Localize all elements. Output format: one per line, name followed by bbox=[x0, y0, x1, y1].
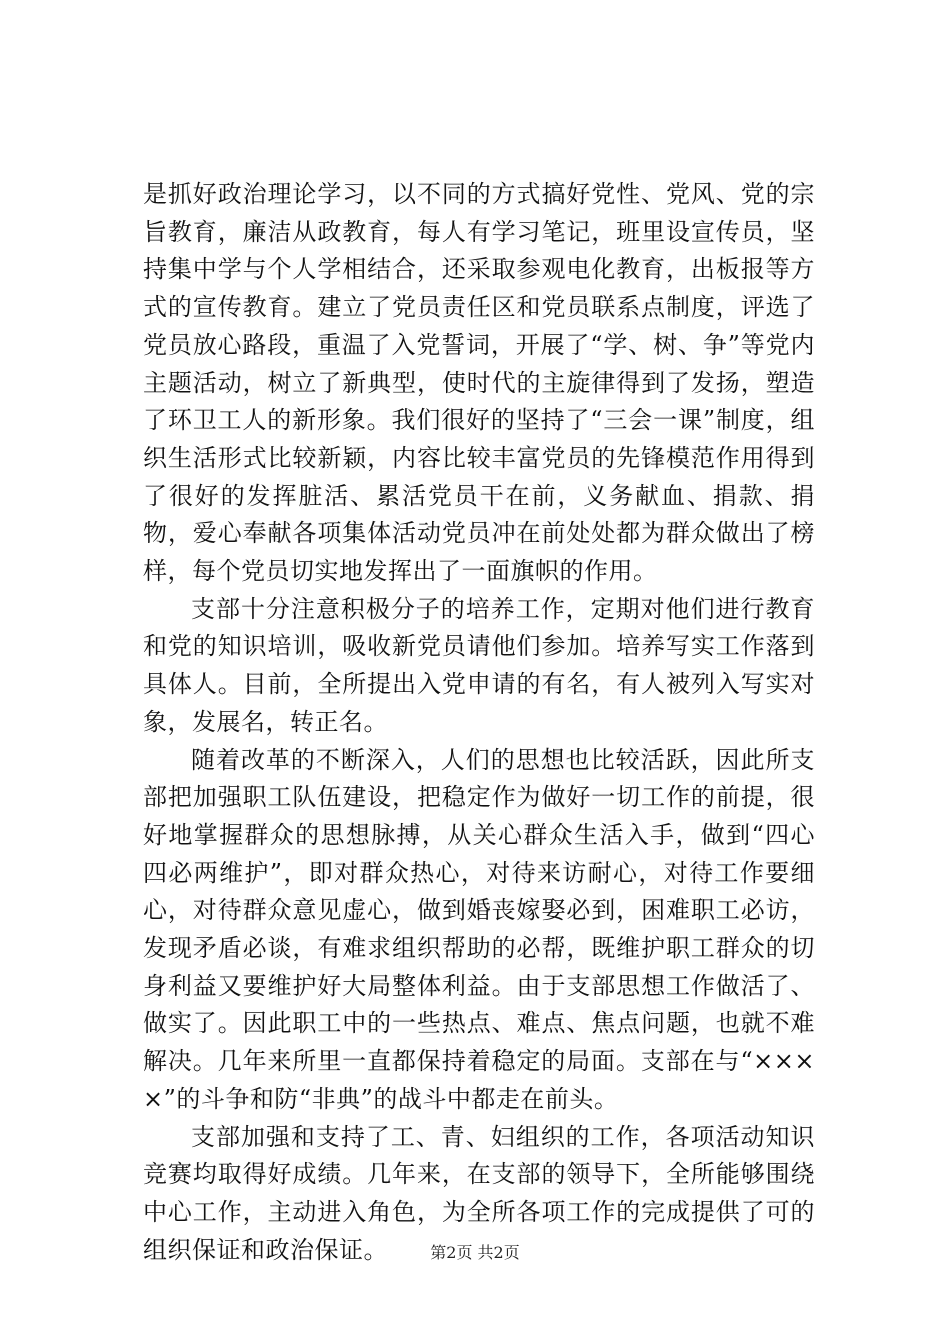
paragraph-3: 随着改革的不断深入，人们的思想也比较活跃，因此所支部把加强职工队伍建设，把稳定作为做好一切工作的前提，很好地掌握群众的思想脉搏，从关心群众生活入手，做到“四心四必两维护”，即对群众热心，对待来访耐心，对待工作要细心，对待群众意见虚心，做到婚丧嫁娶必到，困难职工必访，发现矛盾必谈，有难求组织帮助的必帮，既维护职工群众的切身利益又要维护好大局整体利益。由于支部思想工作做活了、做实了。因此职工中的一些热点、难点、焦点问题，也就不难解决。几年来所里一直都保持着稳定的局面。支部在与“××××”的斗争和防“非典”的战斗中都走在前头。 bbox=[143, 745, 815, 1113]
paragraph-2: 支部十分注意积极分子的培养工作，定期对他们进行教育和党的知识培训，吸收新党员请他们参加。培养写实工作落到具体人。目前，全所提出入党申请的有名，有人被列入写实对象，发展名，转正名。 bbox=[143, 594, 815, 736]
paragraph-1: 是抓好政治理论学习，以不同的方式搞好党性、党风、党的宗旨教育，廉洁从政教育，每人有学习笔记，班里设宣传员，坚持集中学与个人学相结合，还采取参观电化教育，出板报等方式的宣传教育。建立了党员责任区和党员联系点制度，评选了党员放心路段，重温了入党誓词，开展了“学、树、争”等党内主题活动，树立了新典型，使时代的主旋律得到了发扬，塑造了环卫工人的新形象。我们很好的坚持了“三会一课”制度，组织生活形式比较新颖，内容比较丰富党员的先锋模范作用得到了很好的发挥脏活、累活党员干在前，义务献血、捐款、捐物，爱心奉献各项集体活动党员冲在前处处都为群众做出了榜样，每个党员切实地发挥出了一面旗帜的作用。 bbox=[143, 180, 815, 586]
paragraph-4: 支部加强和支持了工、青、妇组织的工作，各项活动知识竞赛均取得好成绩。几年来，在支部的领导下，全所能够围绕中心工作，主动进入角色，为全所各项工作的完成提供了可的组织保证和政治保证。 bbox=[143, 1122, 815, 1264]
body-text bbox=[143, 176, 815, 1269]
page-footer: 第2页 共2页 bbox=[430, 1243, 520, 1262]
